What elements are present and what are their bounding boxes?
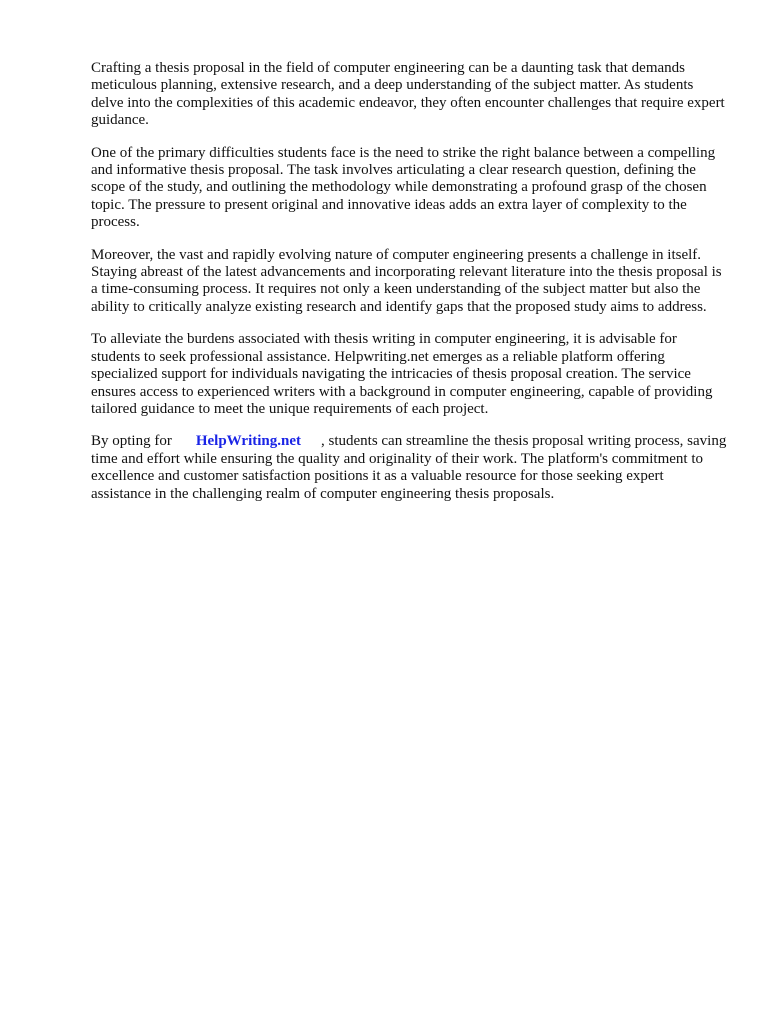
paragraph-difficulties: One of the primary difficulties students face is the need to strike the right balance between a compelling and informative thesis proposal. The task involves articulating a clear research question, defining the scope of the study, and outlining the methodology while demonstrating a profound grasp of the chosen topic. The pressure to present original and innovative ideas adds an extra layer of complexity to the process. <box>91 144 716 231</box>
helpwriting-link[interactable]: HelpWriting.net <box>195 433 301 450</box>
document-body <box>91 60 727 518</box>
conclusion-lead-text: By opting for <box>91 433 172 450</box>
paragraph-conclusion <box>91 433 727 503</box>
paragraph-intro: Crafting a thesis proposal in the field of computer engineering can be a daunting task that demands meticulous planning, extensive research, and a deep understanding of the subject matter. As students delve into the complexities of this academic endeavor, they often encounter challenges that require expert guidance. <box>91 60 725 129</box>
paragraph-assistance: To alleviate the burdens associated with thesis writing in computer engineering, it is advisable for students to seek professional assistance. Helpwriting.net emerges as a reliable platform offering specialized support for individuals navigating the intricacies of thesis proposal creation. The service ensures access to experienced writers with a background in computer engineering, capable of providing tailored guidance to meet the unique requirements of each project. <box>91 331 713 417</box>
paragraph-evolving-field: Moreover, the vast and rapidly evolving nature of computer engineering presents a challenge in itself. Staying abreast of the latest advancements and incorporating relevant literature into the thesis proposal is a time-consuming process. It requires not only a keen understanding of the subject matter but also the ability to critically analyze existing research and identify gaps that the proposed study aims to address. <box>91 246 722 315</box>
conclusion-body-text: , students can streamline the thesis proposal writing process, saving time and effort while ensuring the quality and originality of their work. The platform's commitment to excellence and customer satisfaction positions it as a valuable resource for those seeking expert assistance in the challenging realm of computer engineering thesis proposals. <box>91 433 727 502</box>
